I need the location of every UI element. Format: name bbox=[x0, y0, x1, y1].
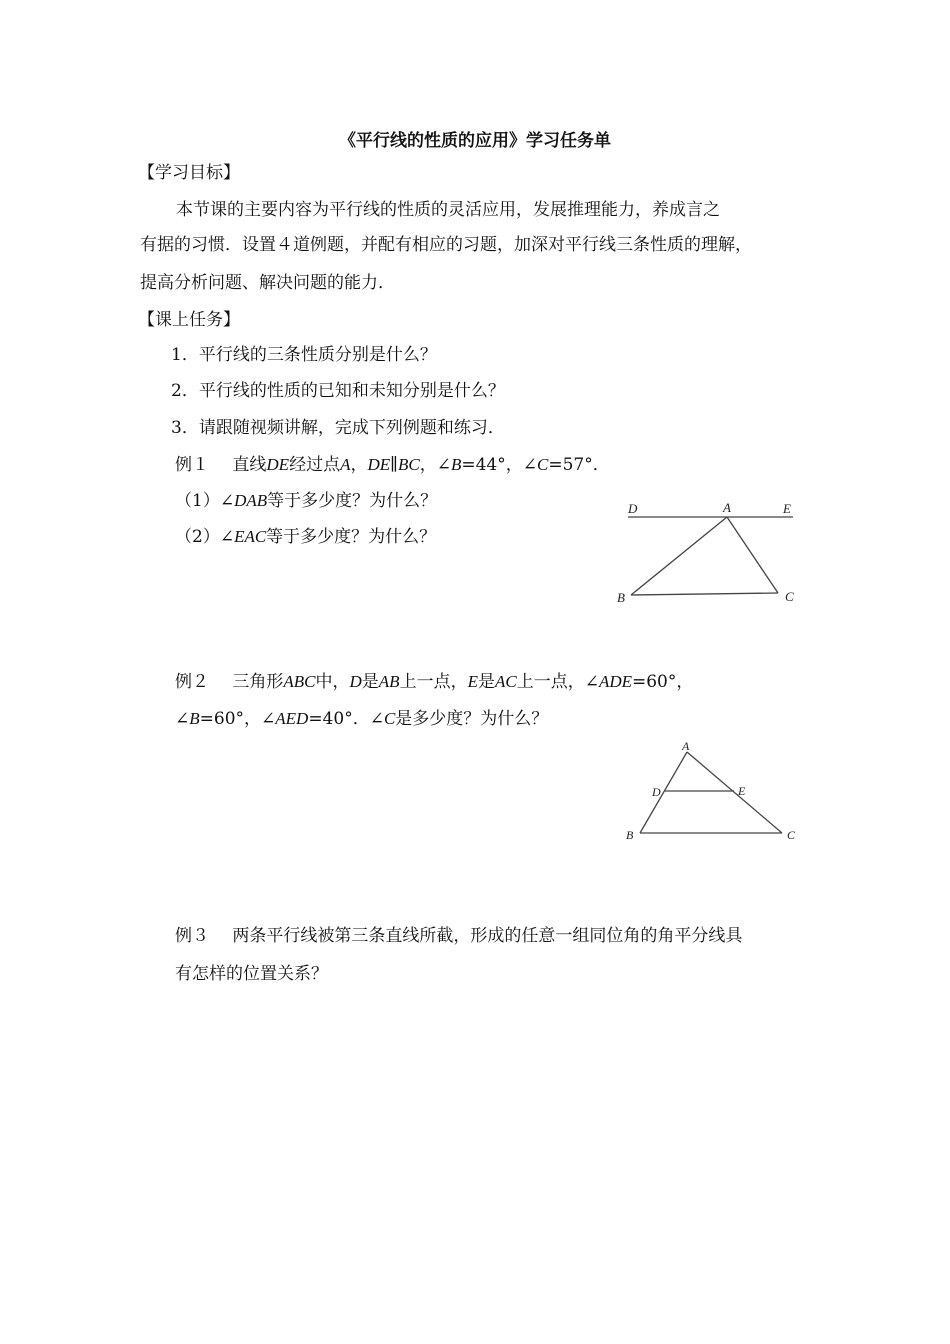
label-a: A bbox=[682, 739, 690, 753]
label-b: B bbox=[626, 828, 634, 842]
goal-heading: 【学习目标】 bbox=[138, 163, 240, 183]
example-1-statement: 例１ 直线DE经过点A，DE∥BC，∠B=44°，∠C=57°． bbox=[175, 455, 610, 475]
label-b: B bbox=[617, 590, 625, 605]
segment-ab bbox=[640, 752, 687, 833]
example-2-statement-line-1: 例２ 三角形ABC中，D是AB上一点，E是AC上一点，∠ADE=60°， bbox=[175, 672, 694, 692]
example-3-statement-line-1: 例３ 两条平行线被第三条直线所截，形成的任意一组同位角的角平分线具 bbox=[175, 926, 743, 946]
segment-ab bbox=[631, 517, 727, 595]
task-item-1: 1．平行线的三条性质分别是什么？ bbox=[171, 345, 437, 365]
tasks-heading: 【课上任务】 bbox=[138, 310, 240, 330]
label-c: C bbox=[787, 828, 796, 842]
label-d: D bbox=[628, 501, 638, 516]
example-3-label: 例３ bbox=[175, 926, 209, 946]
goal-paragraph-line-3: 提高分析问题、解决问题的能力． bbox=[140, 273, 395, 293]
label-c: C bbox=[785, 589, 794, 604]
example-3-statement-line-2: 有怎样的位置关系？ bbox=[175, 964, 328, 984]
example-2-figure bbox=[620, 738, 805, 848]
label-d: D bbox=[652, 785, 661, 799]
example-2-label: 例２ bbox=[175, 672, 209, 692]
label-e: E bbox=[783, 501, 791, 516]
example-2-statement-line-2: ∠B=60°，∠AED=40°．∠C是多少度？为什么？ bbox=[175, 709, 549, 729]
segment-bc bbox=[631, 593, 778, 595]
document-title: 《平行线的性质的应用》学习任务单 bbox=[339, 131, 611, 151]
goal-paragraph-line-2: 有据的习惯．设置４道例题，并配有相应的习题，加深对平行线三条性质的理解， bbox=[140, 235, 752, 255]
example-1-question-1: （1）∠DAB等于多少度？为什么？ bbox=[175, 491, 438, 511]
goal-paragraph-line-1: 本节课的主要内容为平行线的性质的灵活应用，发展推理能力，养成言之 bbox=[176, 200, 720, 220]
example-1-figure bbox=[610, 495, 810, 610]
example-1-label: 例１ bbox=[175, 455, 209, 475]
segment-ac bbox=[727, 517, 778, 593]
task-item-2: 2．平行线的性质的已知和未知分别是什么？ bbox=[171, 381, 505, 401]
label-a: A bbox=[723, 500, 731, 515]
label-e: E bbox=[738, 784, 746, 798]
segment-ac bbox=[687, 752, 782, 833]
task-item-3: 3．请跟随视频讲解，完成下列例题和练习． bbox=[171, 418, 505, 438]
example-1-question-2: （2）∠EAC等于多少度？为什么？ bbox=[175, 527, 437, 547]
